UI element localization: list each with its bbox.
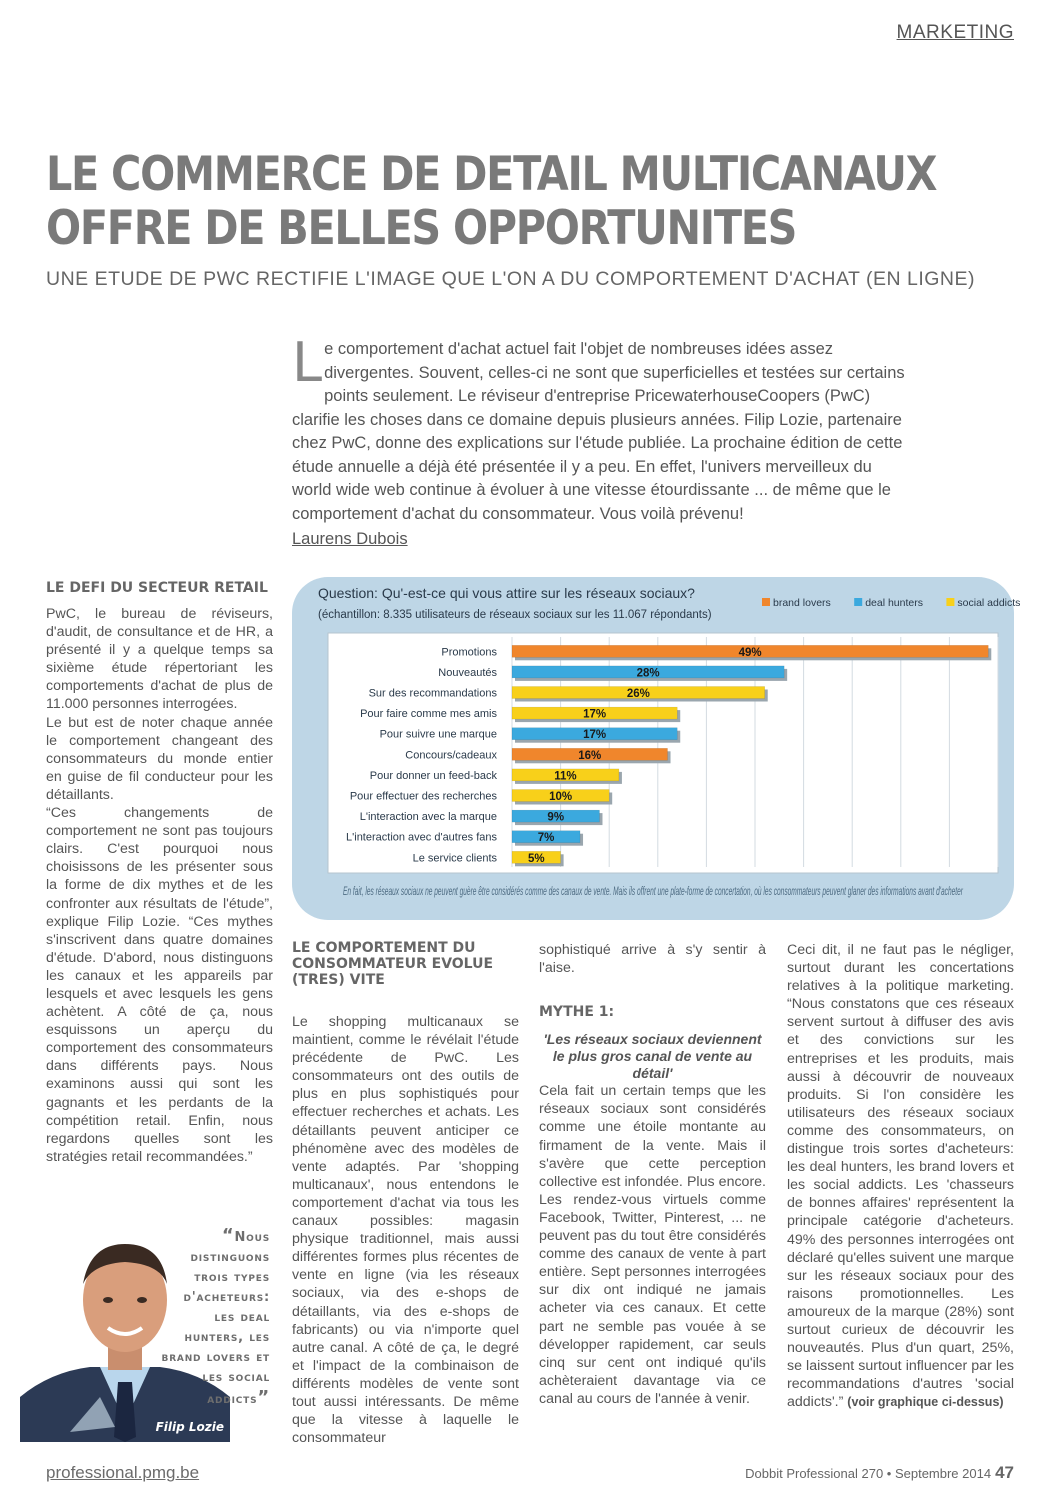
category-label: Pour effectuer des recherches xyxy=(349,790,497,803)
column-left xyxy=(46,605,273,1166)
section-label: MARKETING xyxy=(896,22,1014,43)
myth-title: MYTHE 1: xyxy=(539,1004,615,1021)
category-label: Pour suivre une marque xyxy=(379,728,497,741)
paragraph: sophistiqué arrive à s'y sentir à l'aise. xyxy=(539,942,766,977)
photo-caption: Filip Lozie xyxy=(155,1420,224,1434)
quote-close-mark: ” xyxy=(257,1387,270,1408)
category-label: L'interaction avec la marque xyxy=(359,811,497,824)
column-right xyxy=(787,941,1014,1411)
category-label: Concours/cadeaux xyxy=(405,749,497,762)
category-label: Le service clients xyxy=(412,852,497,865)
footer-info xyxy=(745,1463,1014,1483)
chart-subtitle: (échantillon: 8.335 utilisateurs de réseaux sociaux sur les 11.067 répondants) xyxy=(318,609,712,621)
legend-label: deal hunters xyxy=(865,597,923,609)
chart-panel xyxy=(292,577,1021,920)
legend-swatch xyxy=(946,598,954,606)
chart-caption: En fait, les réseaux sociaux ne peuvent guère être considérés comme des canaux de vente. Mais ils offrent une plate-forme de concertation, où les consommateurs peuvent glaner des informations avant d'acheter xyxy=(343,884,964,898)
column-middle xyxy=(292,1013,519,1447)
chart-title: Question: Qu'-est-ce qui vous attire sur les réseaux sociaux? xyxy=(318,585,695,601)
bar-value-label: 16% xyxy=(578,749,602,762)
bar-value-label: 9% xyxy=(547,811,565,824)
page-subtitle: UNE ETUDE DE PWC RECTIFIE L'IMAGE QUE L'ON A DU COMPORTEMENT D'ACHAT (EN LIGNE) xyxy=(46,268,976,290)
section-heading-consommateur: LE COMPORTEMENT DU CONSOMMATEUR EVOLUE (TRES) VITE xyxy=(292,940,494,988)
legend-swatch xyxy=(762,598,770,606)
title-line-1: LE COMMERCE DE DETAIL MULTICANAUX xyxy=(46,147,937,202)
dropcap: L xyxy=(292,331,323,394)
section-heading-retail: LE DEFI DU SECTEUR RETAIL xyxy=(46,580,268,596)
paragraph: Le shopping multicanaux se maintient, comme le révélait l'étude précédente de PwC. Les consommateurs ont des outils de plus en plus sophistiqués pour effectuer recherches et achats. Les détaillants peuvent anticiper ce phénomène avec des modèles de vente adaptés. Par 'shopping multicanaux', nous entendons le comportement d'achat via tous les canaux possibles: magasin physique traditionnel, mais aussi différentes formes plus récentes de vente en ligne (via les réseaux sociaux, via des e-shops de détaillants, via des e-shops de fabricants) ou via n'importe quel autre canal. A côté de ça, le degré et l'impact de la combinaison de différents modèles de vente sont tout aussi intéressants. De même que la vitesse à laquelle le consommateur xyxy=(292,1014,519,1447)
page-number: 47 xyxy=(995,1463,1014,1482)
paragraph xyxy=(787,941,1014,1411)
intro-text: e comportement d'achat actuel fait l'objet de nombreuses idées assez divergentes. Souvent, celles-ci ne sont que superficielles et testées sur certains points seulement. Le réviseur d'entreprise PricewaterhouseCoopers (PwC) clarifie les choses dans ce domaine depuis plusieurs années. Filip Lozie, partenaire chez PwC, donne des explications sur l'étude publiée. La prochaine édition de cette étude annuelle a déjà été présentée il y a peu. En effet, l'univers merveilleux du world wide web continue à évoluer à une vitesse étourdissante ... de même que le comportement d'achat du consommateur. Vous voilà prévenu! xyxy=(292,340,905,523)
bar-chart xyxy=(292,577,1021,920)
pull-quote-text: Nous distinguons trois types d'acheteurs: les deal hunters, les brand lovers et les social addicts xyxy=(161,1230,270,1407)
title-line-2: OFFRE DE BELLES OPPORTUNITES xyxy=(46,201,797,256)
category-label: Promotions xyxy=(441,646,497,659)
paragraph: PwC, le bureau de réviseurs, d'audit, de consultance et de HR, a présenté il y a quelque temps sa sixième étude répertoriant les comportements d'achat de plus de 11.000 personnes interrogées. xyxy=(46,606,273,713)
footer-site-link[interactable]: professional.pmg.be xyxy=(46,1463,200,1482)
page-title xyxy=(46,147,937,256)
bar-value-label: 5% xyxy=(527,852,545,865)
author-byline: Laurens Dubois xyxy=(292,530,408,548)
bar-value-label: 49% xyxy=(738,646,762,659)
bar-value-label: 17% xyxy=(583,708,607,721)
bar-value-label: 11% xyxy=(554,770,577,783)
intro-paragraph xyxy=(292,331,912,526)
paragraph-text: Ceci dit, il ne faut pas le négliger, surtout durant les concertations relatives à la politique marketing. “Nous constatons que ces réseaux servent surtout à diffuser des avis et des convictions sur les entreprises et les produits, mais aussi à découvrir de nouveaux produits. Si l'on considère les utilisateurs des réseaux sociaux comme des consommateurs, on distingue trois sortes d'acheteurs: les deal hunters, les brand lovers et les social addicts. Les 'chasseurs de bonnes affaires' représentent la principale catégorie d'acheteurs. 49% des personnes interrogées ont déclaré qu'elles suivent une marque sur les réseaux sociaux pour des raisons promotionnelles. Les amoureux de la marque (28%) sont surtout curieux de découvrir les nouveautés. Plus d'un quart, 25%, se laissent surtout influencer par les recommandations d'autres 'social addicts'.” xyxy=(787,942,1014,1411)
bar-value-label: 26% xyxy=(626,688,650,700)
legend-swatch xyxy=(854,598,862,606)
category-label: L'interaction avec d'autres fans xyxy=(346,831,497,844)
pull-quote xyxy=(160,1226,270,1410)
bar-value-label: 17% xyxy=(583,729,607,742)
legend-label: social addicts xyxy=(957,597,1021,609)
paragraph: Le but est de noter chaque année le comportement changeant des consommateurs du monde entier en guise de fil conducteur pour les détaillants. xyxy=(46,714,273,803)
chart-reference: (voir graphique ci-dessus) xyxy=(847,1395,1004,1410)
category-label: Nouveautés xyxy=(438,666,497,679)
paragraph: “Ces changements de comportement ne sont pas toujours clairs. C'est pourquoi nous choisissons de les présenter sous la forme de dix mythes et de les confronter aux résultats de l'étude”, explique Filip Lozie. “Ces mythes s'inscrivent dans quatre domaines d'étude. D'abord, nous distinguons les canaux et les appareils par lesquels et avec lesquels les gens achètent. A côté de ça, nous esquissons un aperçu du comportement des consommateurs dans différents pays. Nous examinons aussi qui sont les gagnants et les perdants de la compétition retail. Enfin, nous regardons quelles sont les stratégies retail recommandées.” xyxy=(46,805,273,1165)
category-label: Sur des recommandations xyxy=(368,687,497,700)
chart-legend xyxy=(762,597,1020,609)
legend-label: brand lovers xyxy=(773,597,831,609)
category-label: Pour donner un feed-back xyxy=(369,769,497,782)
category-label: Pour faire comme mes amis xyxy=(360,708,497,721)
quote-open-mark: “ xyxy=(221,1225,235,1246)
footer-magazine: Dobbit Professional 270 • Septembre 2014 xyxy=(745,1466,992,1481)
bar-value-label: 10% xyxy=(549,791,573,803)
bar-value-label: 28% xyxy=(636,667,660,680)
paragraph: Cela fait un certain temps que les réseaux sociaux sont considérés comme une étoile montante au firmament de la vente. Mais il s'avère que cette perception collective est infondée. Plus encore. Les rendez-vous virtuels comme Facebook, Twitter, Pinterest, ... ne peuvent pas du tout être considérés comme des canaux de vente à part entière. Sept personnes interrogées sur dix ont indiqué ne jamais acheter via ces canaux. Et cette part ne semble pas vouée à se développer rapidement, car seuls cinq sur cent ont indiqué qu'ils achèteraient davantage via ce canal au cours de l'année à venir. xyxy=(539,1083,766,1407)
column-middle-right xyxy=(539,941,766,1408)
myth-quote: 'Les réseaux sociaux deviennent le plus gros canal de vente au détail' xyxy=(543,1031,762,1082)
bar-value-label: 7% xyxy=(537,832,555,845)
